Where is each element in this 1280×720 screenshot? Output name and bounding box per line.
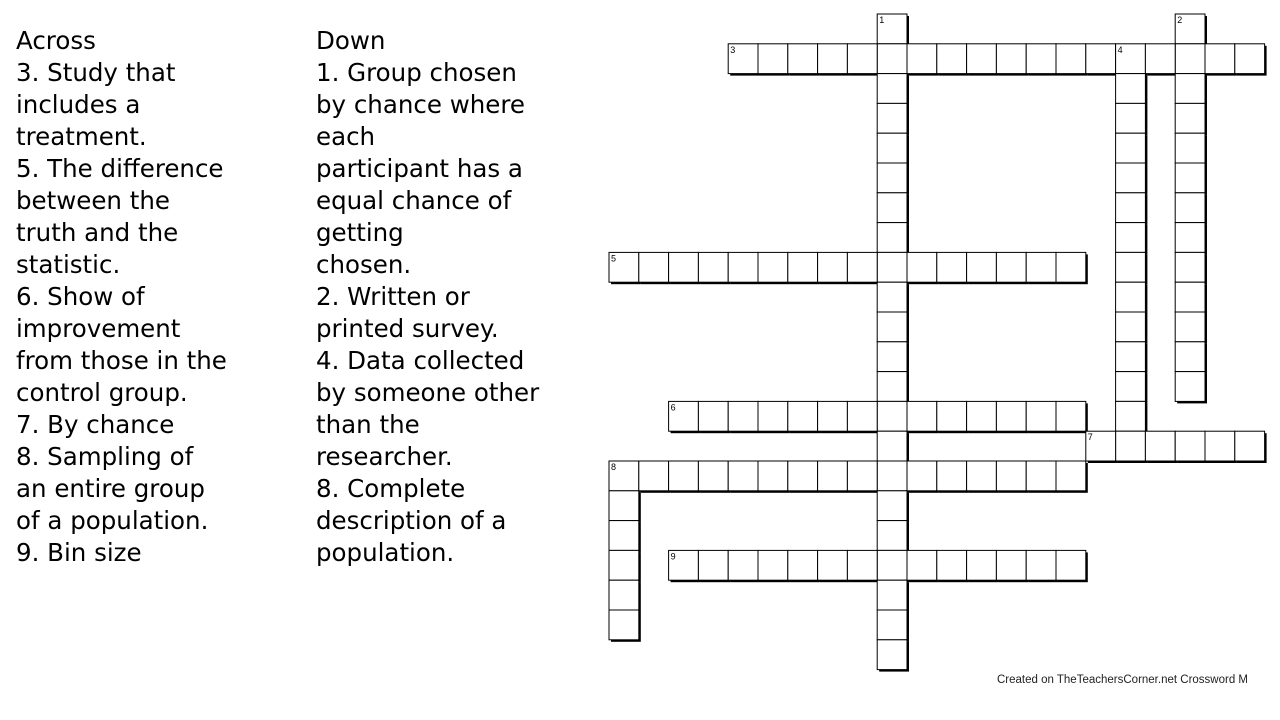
crossword-cell[interactable] [639, 252, 669, 282]
crossword-cell[interactable] [877, 550, 907, 580]
crossword-cell[interactable] [1116, 223, 1146, 253]
crossword-cell[interactable] [609, 550, 639, 580]
crossword-cell[interactable] [698, 252, 728, 282]
crossword-cell[interactable] [1175, 431, 1205, 461]
crossword-cell[interactable] [877, 640, 907, 670]
crossword-cell[interactable] [1116, 133, 1146, 163]
crossword-cell[interactable] [996, 550, 1026, 580]
clue-number: 9 [670, 551, 676, 562]
crossword-cell[interactable] [818, 401, 848, 431]
across-clue-line: an entire group [16, 474, 205, 503]
across-clue-line: 3. Study that [16, 58, 176, 87]
clue-number: 8 [611, 462, 617, 472]
crossword-cell[interactable] [877, 401, 907, 431]
crossword-cell[interactable] [818, 44, 848, 74]
crossword-cell[interactable] [758, 401, 788, 431]
across-clue-line: treatment. [16, 122, 147, 151]
crossword-cell[interactable] [1175, 312, 1205, 342]
crossword-cell[interactable] [996, 252, 1026, 282]
down-clue-line: researcher. [316, 442, 453, 471]
crossword-cell[interactable] [877, 193, 907, 223]
crossword-cell[interactable] [639, 461, 669, 491]
crossword-cell[interactable] [877, 282, 907, 312]
crossword-cell[interactable] [1175, 133, 1205, 163]
crossword-cell[interactable] [1116, 163, 1146, 193]
crossword-cell[interactable] [818, 461, 848, 491]
down-clue-line: 8. Complete [316, 474, 466, 503]
across-clue-line: 7. By chance [16, 410, 175, 439]
crossword-cell[interactable] [1175, 282, 1205, 312]
crossword-cell[interactable] [996, 401, 1026, 431]
crossword-cell[interactable] [788, 550, 818, 580]
down-clue-line: 4. Data collected [316, 346, 525, 375]
crossword-cell[interactable] [788, 461, 818, 491]
down-clue-line: 1. Group chosen [316, 58, 517, 87]
crossword-cell[interactable] [1116, 193, 1146, 223]
crossword-cell[interactable] [788, 44, 818, 74]
across-clue-line: statistic. [16, 250, 121, 279]
crossword-cell[interactable] [996, 461, 1026, 491]
clue-number: 4 [1117, 44, 1123, 55]
crossword-cell[interactable] [877, 44, 907, 74]
crossword-cell[interactable] [877, 312, 907, 342]
crossword-cell[interactable] [728, 252, 758, 282]
crossword-cell[interactable] [818, 252, 848, 282]
crossword-cell[interactable] [907, 252, 937, 282]
crossword-cell[interactable] [609, 491, 639, 521]
crossword-cell[interactable] [847, 44, 877, 74]
crossword-cell[interactable] [758, 550, 788, 580]
crossword-cell[interactable] [847, 461, 877, 491]
clue-number: 3 [730, 44, 736, 55]
crossword-cell[interactable] [877, 103, 907, 133]
crossword-cell[interactable] [728, 550, 758, 580]
crossword-cell[interactable] [1116, 401, 1146, 431]
crossword-cell[interactable] [1116, 282, 1146, 312]
crossword-cell[interactable] [907, 461, 937, 491]
down-clue-line: by chance where [316, 90, 525, 119]
down-clue-line: each [316, 122, 376, 151]
crossword-cell[interactable] [877, 610, 907, 640]
crossword-cell[interactable] [1056, 401, 1086, 431]
crossword-cell[interactable] [967, 550, 997, 580]
across-clue-line: 6. Show of [16, 282, 145, 311]
down-heading: Down [316, 26, 386, 55]
crossword-cell[interactable] [937, 461, 967, 491]
crossword-cell[interactable] [877, 163, 907, 193]
crossword-cell[interactable] [758, 252, 788, 282]
across-clue-line: truth and the [16, 218, 179, 247]
crossword-cell[interactable] [1175, 252, 1205, 282]
crossword-cell[interactable] [609, 610, 639, 640]
down-clue-line: by someone other [316, 378, 540, 407]
crossword-cell[interactable] [1026, 401, 1056, 431]
across-clue-line: 8. Sampling of [16, 442, 194, 471]
crossword-cell[interactable] [1086, 44, 1116, 74]
across-clue-line: includes a [16, 90, 141, 119]
crossword-cell[interactable] [698, 550, 728, 580]
crossword-cell[interactable] [967, 44, 997, 74]
crossword-cell[interactable] [877, 521, 907, 551]
across-heading: Across [16, 26, 96, 55]
down-clue-line: participant has a [316, 154, 523, 183]
crossword-cell[interactable] [1026, 252, 1056, 282]
crossword-cell[interactable] [877, 431, 907, 461]
crossword-cell[interactable] [1116, 312, 1146, 342]
crossword-cell[interactable] [1175, 44, 1205, 74]
across-clue-line: of a population. [16, 506, 209, 535]
clue-number: 2 [1177, 15, 1183, 25]
crossword-cell[interactable] [788, 252, 818, 282]
across-clue-line: control group. [16, 378, 188, 407]
across-clue-line: from those in the [16, 346, 227, 375]
crossword-cell[interactable] [788, 401, 818, 431]
crossword-cell[interactable] [877, 74, 907, 104]
crossword-cell[interactable] [847, 252, 877, 282]
crossword-cell[interactable] [877, 342, 907, 372]
crossword-cell[interactable] [937, 44, 967, 74]
crossword-cell[interactable] [1175, 103, 1205, 133]
crossword-cell[interactable] [609, 521, 639, 551]
crossword-cell[interactable] [698, 461, 728, 491]
down-clue-line: description of a [316, 506, 507, 535]
crossword-cell[interactable] [1205, 44, 1235, 74]
crossword-cell[interactable] [609, 580, 639, 610]
crossword-cell[interactable] [907, 44, 937, 74]
grid-cells [609, 14, 1265, 670]
crossword-cell[interactable] [1235, 431, 1265, 461]
down-clue-line: getting [316, 218, 404, 247]
down-clue-line: than the [316, 410, 420, 439]
crossword-cell[interactable] [1175, 193, 1205, 223]
crossword-cell[interactable] [847, 550, 877, 580]
down-clue-line: population. [316, 538, 455, 567]
crossword-cell[interactable] [1145, 431, 1175, 461]
clue-number: 7 [1087, 432, 1093, 443]
crossword-cell[interactable] [877, 491, 907, 521]
crossword-cell[interactable] [758, 461, 788, 491]
crossword-cell[interactable] [877, 252, 907, 282]
down-clue-line: equal chance of [316, 186, 512, 215]
crossword-cell[interactable] [967, 461, 997, 491]
crossword-cell[interactable] [907, 401, 937, 431]
crossword-cell[interactable] [1235, 44, 1265, 74]
crossword-cell[interactable] [937, 252, 967, 282]
down-clue-line: 2. Written or [316, 282, 470, 311]
crossword-cell[interactable] [907, 550, 937, 580]
crossword-cell[interactable] [1116, 103, 1146, 133]
crossword-cell[interactable] [967, 252, 997, 282]
crossword-cell[interactable] [1116, 372, 1146, 402]
crossword-cell[interactable] [877, 223, 907, 253]
crossword-cell[interactable] [877, 133, 907, 163]
across-clue-line: improvement [16, 314, 181, 343]
crossword-cell[interactable] [1175, 223, 1205, 253]
crossword-cell[interactable] [1175, 163, 1205, 193]
down-clue-line: chosen. [316, 250, 412, 279]
crossword-cell[interactable] [1205, 431, 1235, 461]
crossword-cell[interactable] [996, 44, 1026, 74]
crossword-cell[interactable] [967, 401, 997, 431]
crossword-cell[interactable] [1056, 44, 1086, 74]
crossword-cell[interactable] [818, 550, 848, 580]
crossword-cell[interactable] [1175, 74, 1205, 104]
crossword-cell[interactable] [1116, 431, 1146, 461]
crossword-cell[interactable] [847, 401, 877, 431]
clue-number: 6 [670, 402, 676, 413]
crossword-cell[interactable] [1116, 342, 1146, 372]
across-clue-line: between the [16, 186, 170, 215]
crossword-cell[interactable] [937, 401, 967, 431]
crossword-cell[interactable] [1056, 550, 1086, 580]
down-clue-line: printed survey. [316, 314, 499, 343]
crossword-cell[interactable] [1056, 461, 1086, 491]
crossword-cell[interactable] [1175, 342, 1205, 372]
crossword-cell[interactable] [728, 401, 758, 431]
crossword-cell[interactable] [1116, 74, 1146, 104]
clue-number: 1 [879, 15, 885, 25]
across-clue-line: 5. The difference [16, 154, 224, 183]
crossword-cell[interactable] [1026, 461, 1056, 491]
crossword-cell[interactable] [1116, 252, 1146, 282]
crossword-cell[interactable] [877, 372, 907, 402]
footer-credit: Created on TheTeachersCorner.net Crossword M [997, 674, 1248, 686]
crossword-cell[interactable] [669, 461, 699, 491]
crossword-cell[interactable] [758, 44, 788, 74]
crossword-cell[interactable] [728, 461, 758, 491]
crossword-cell[interactable] [877, 461, 907, 491]
crossword-cell[interactable] [669, 252, 699, 282]
clue-number: 5 [611, 253, 617, 264]
crossword-cell[interactable] [1026, 550, 1056, 580]
crossword-cell[interactable] [1056, 252, 1086, 282]
crossword-cell[interactable] [1145, 44, 1175, 74]
crossword-cell[interactable] [1175, 372, 1205, 402]
crossword-cell[interactable] [877, 580, 907, 610]
across-clue-line: 9. Bin size [16, 538, 142, 567]
crossword-cell[interactable] [1026, 44, 1056, 74]
crossword-cell[interactable] [937, 550, 967, 580]
crossword-cell[interactable] [698, 401, 728, 431]
